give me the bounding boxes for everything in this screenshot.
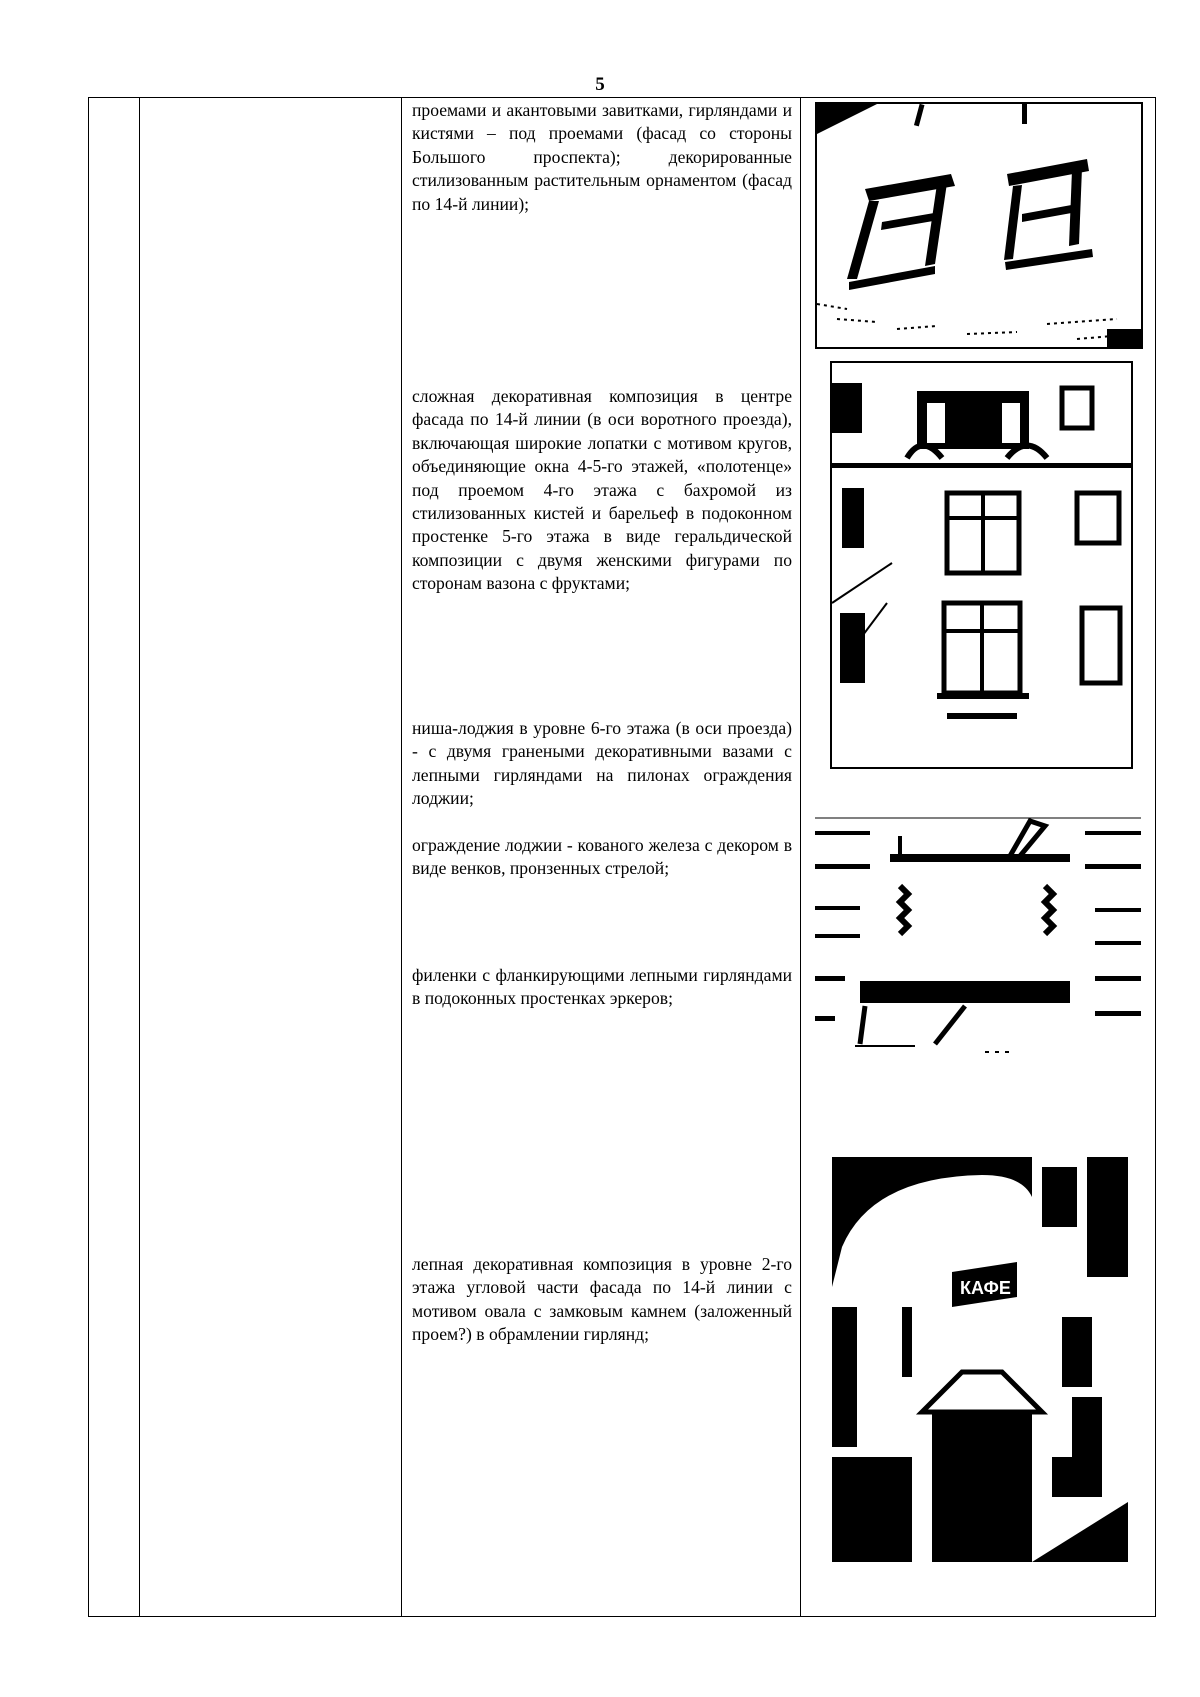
description-window-frames: проемами и акантовыми завитками, гирляндами и кистями – под проемами (фасад со стороны Большого проспекта); декорированные стилизованным растительным орнаментом (фасад по 14-й линии); (412, 100, 792, 214)
photo-central-composition (830, 361, 1133, 769)
page-number: 5 (595, 74, 605, 95)
photo-window-decor (815, 102, 1143, 349)
description-loggia-niche: ниша-лоджия в уровне 6-го этажа (в оси проезда) - с двумя гранеными декоративными вазами с лепными гирляндами на пилонах ограждения лоджии; (412, 718, 792, 809)
column-divider (401, 98, 402, 1616)
description-bay-panels: филенки с фланкирующими лепными гирляндами в подоконных простенках эркеров; (412, 965, 792, 1009)
cafe-sign: КАФЕ (960, 1278, 1011, 1298)
description-loggia-railing: ограждение лоджии - кованого железа с декором в виде венков, пронзенных стрелой; (412, 835, 792, 879)
column-divider (139, 98, 140, 1616)
column-divider (800, 98, 801, 1616)
photo-corner-composition (832, 1157, 1128, 1562)
photo-loggia-railing (815, 816, 1141, 1058)
description-corner-composition: лепная декоративная композиция в уровне 2-го этажа угловой части фасада по 14-й линии с мотивом овала с замковым камнем (заложенный проем?) в обрамлении гирлянд; (412, 1254, 792, 1345)
description-center-composition: сложная декоративная композиция в центре фасада по 14-й линии (в оси воротного проезда), включающая широкие лопатки с мотивом кругов, объединяющие окна 4-5-го этажей, «полотенце» под проемом 4-го этажа с бахромой из стилизованных кистей и барельеф в подоконном простенке 5-го этажа в виде геральдической композиции с двумя женскими фигурами по сторонам вазона с фруктами; (412, 386, 792, 594)
